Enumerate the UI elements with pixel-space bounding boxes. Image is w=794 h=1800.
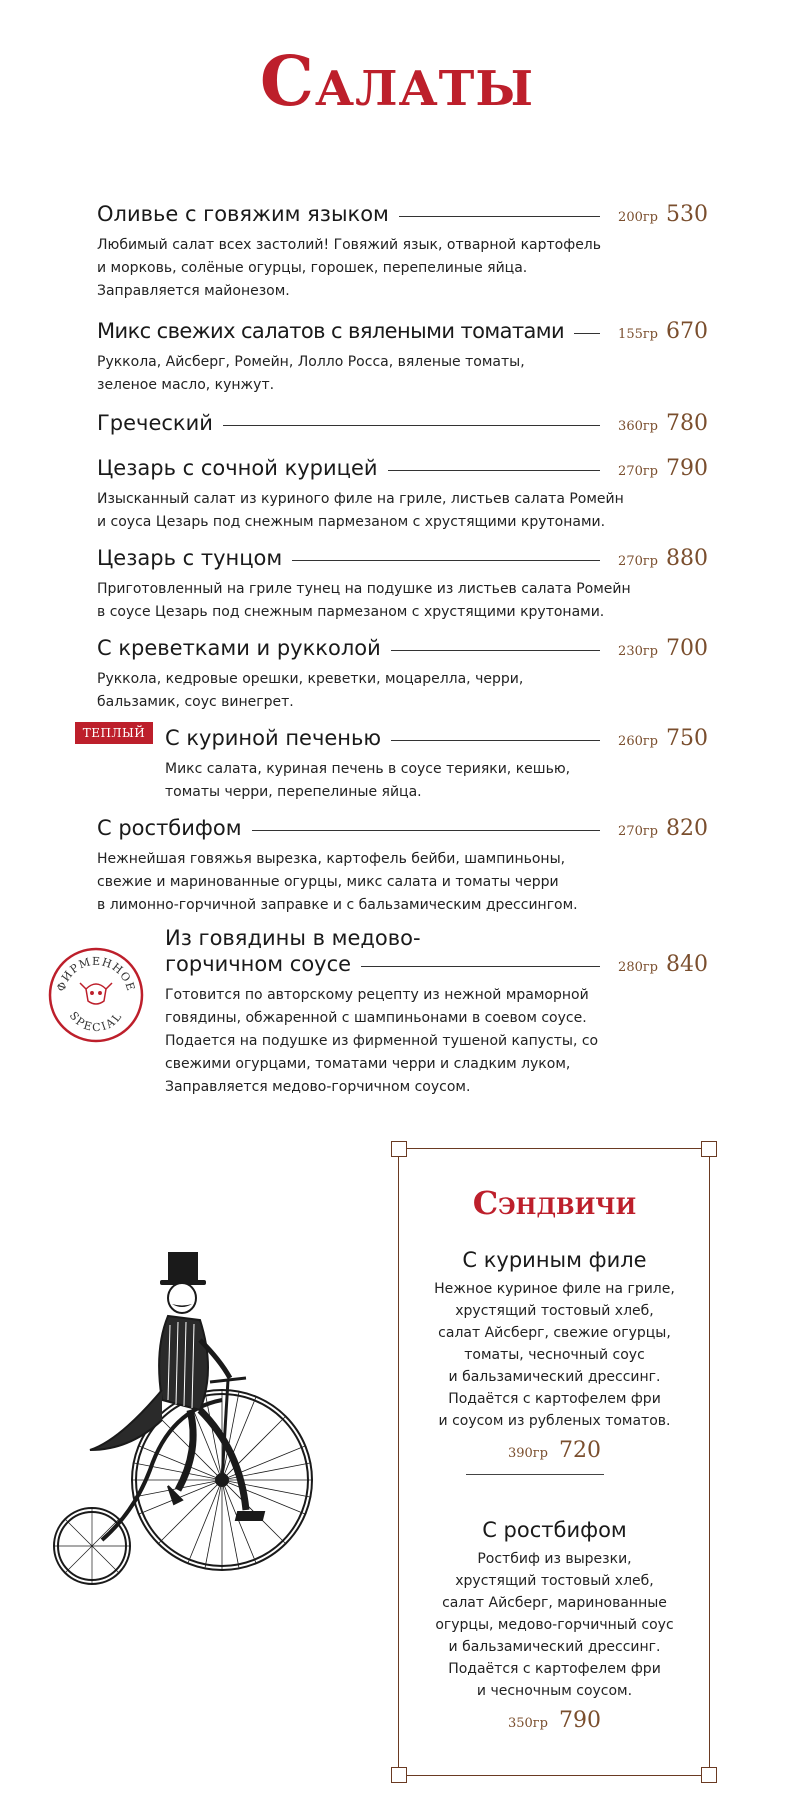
leader-line	[252, 830, 600, 831]
item-description: Любимый салат всех застолий! Говяжий язык, отварной картофель и морковь, солёные огурцы, горошек, перепелиные яйца. Заправляется майонезом.	[97, 237, 602, 299]
page-title: Салаты	[259, 42, 535, 122]
leader-line	[361, 966, 600, 967]
menu-item-beef-honey-mustard	[165, 926, 708, 1099]
item-price: 720	[559, 1438, 602, 1463]
sandwich-section-title: Сэндвичи	[472, 1184, 637, 1222]
menu-item-chicken-liver	[165, 726, 708, 804]
menu-item-caesar-chicken	[97, 456, 708, 534]
item-weight: 280гр	[618, 960, 658, 975]
item-price: 530	[666, 202, 708, 227]
item-description: Изысканный салат из куриного филе на гриле, листьев салата Ромейн и соуса Цезарь под снежным пармезаном с хрустящими крутонами.	[97, 491, 624, 530]
item-price: 790	[559, 1708, 602, 1733]
item-description: Готовится по авторскому рецепту из нежной мраморной говядины, обжаренной с шампиньонами в соевом соусе. Подается на подушке из фирменной тушеной капусты, со свежими огурцами, томатами черри и сладким луком, Заправляется медово-горчичном соусом.	[165, 987, 599, 1095]
item-price: 750	[666, 726, 708, 751]
item-price: 780	[666, 411, 708, 436]
warm-tag: ТЕПЛЫЙ	[75, 722, 153, 744]
item-description: Приготовленный на гриле тунец на подушке из листьев салата Ромейн в соусе Цезарь под снежным пармезаном с хрустящими крутонами.	[97, 581, 631, 620]
item-name: С куриной печенью	[165, 726, 382, 750]
menu-item-greek	[97, 411, 708, 441]
item-description: Микс салата, куриная печень в соусе терияки, кешью, томаты черри, перепелиные яйца.	[165, 761, 571, 800]
item-weight: 350гр	[507, 1716, 548, 1731]
item-price: 840	[666, 952, 708, 977]
item-name: Оливье с говяжим языком	[97, 202, 389, 226]
menu-item-olivier	[97, 202, 708, 303]
divider	[466, 1474, 604, 1475]
leader-line	[391, 650, 600, 651]
item-name: С ростбифом	[482, 1518, 627, 1542]
leader-line	[391, 740, 600, 741]
menu-item-caesar-tuna	[97, 546, 708, 624]
item-description: Нежное куриное филе на гриле, хрустящий тостовый хлеб, салат Айсберг, свежие огурцы, томаты, чесночный соус и бальзамический дрессинг. Подаётся с картофелем фри и соусом из рубленых томатов.	[434, 1281, 675, 1429]
leader-line	[574, 333, 600, 334]
sandwich-panel	[398, 1148, 711, 1777]
item-weight: 360гр	[618, 419, 658, 434]
item-name: С креветками и рукколой	[97, 636, 381, 660]
item-description: Руккола, Айсберг, Ромейн, Лолло Росса, вяленые томаты, зеленое масло, кунжут.	[97, 354, 525, 393]
item-price: 700	[666, 636, 708, 661]
menu-item-mix-salad	[97, 319, 708, 397]
sandwich-item-roastbeef	[398, 1518, 711, 1733]
item-weight: 260гр	[618, 734, 658, 749]
item-description: Ростбиф из вырезки, хрустящий тостовый хлеб, салат Айсберг, маринованные огурцы, медово-горчичный соус и бальзамический дрессинг. Подаётся с картофелем фри и чесночным соусом.	[435, 1551, 674, 1699]
item-name: С куриным филе	[462, 1248, 647, 1272]
item-weight: 230гр	[618, 644, 658, 659]
menu-item-shrimp-arugula	[97, 636, 708, 714]
item-weight: 270гр	[618, 554, 658, 569]
svg-text:ФИРМЕННОЕ: ФИРМЕННОЕ	[54, 954, 138, 994]
special-seal-icon	[46, 945, 146, 1045]
item-description: Нежнейшая говяжья вырезка, картофель бейби, шампиньоны, свежие и маринованные огурцы, микс салата и томаты черри в лимонно-горчичной заправке и с бальзамическим дрессингом.	[97, 851, 578, 913]
item-name: Греческий	[97, 411, 213, 435]
item-weight: 270гр	[618, 824, 658, 839]
item-name-line2: горчичном соусе	[165, 952, 352, 976]
item-price: 880	[666, 546, 708, 571]
item-price: 820	[666, 816, 708, 841]
item-description: Руккола, кедровые орешки, креветки, моцарелла, черри, бальзамик, соус винегрет.	[97, 671, 524, 710]
item-price: 790	[666, 456, 708, 481]
item-weight: 200гр	[618, 210, 658, 225]
item-price: 670	[666, 319, 708, 344]
item-weight: 155гр	[618, 327, 658, 342]
leader-line	[399, 216, 600, 217]
item-name-line1: Из говядины в медово-	[165, 926, 421, 950]
item-weight: 390гр	[507, 1446, 548, 1461]
penny-farthing-gentleman-illustration	[50, 1250, 330, 1600]
sandwich-item-chicken	[398, 1248, 711, 1463]
item-name: Цезарь с сочной курицей	[97, 456, 378, 480]
item-name: Цезарь с тунцом	[97, 546, 283, 570]
leader-line	[292, 560, 600, 561]
price-row	[398, 1438, 711, 1463]
leader-line	[223, 425, 600, 426]
svg-text:SPECIAL: SPECIAL	[66, 1009, 126, 1035]
leader-line	[388, 470, 600, 471]
item-weight: 270гр	[618, 464, 658, 479]
price-row	[398, 1708, 711, 1733]
item-name: Микс свежих салатов с вялеными томатами	[97, 319, 565, 343]
item-name: С ростбифом	[97, 816, 242, 840]
menu-item-roastbeef	[97, 816, 708, 917]
